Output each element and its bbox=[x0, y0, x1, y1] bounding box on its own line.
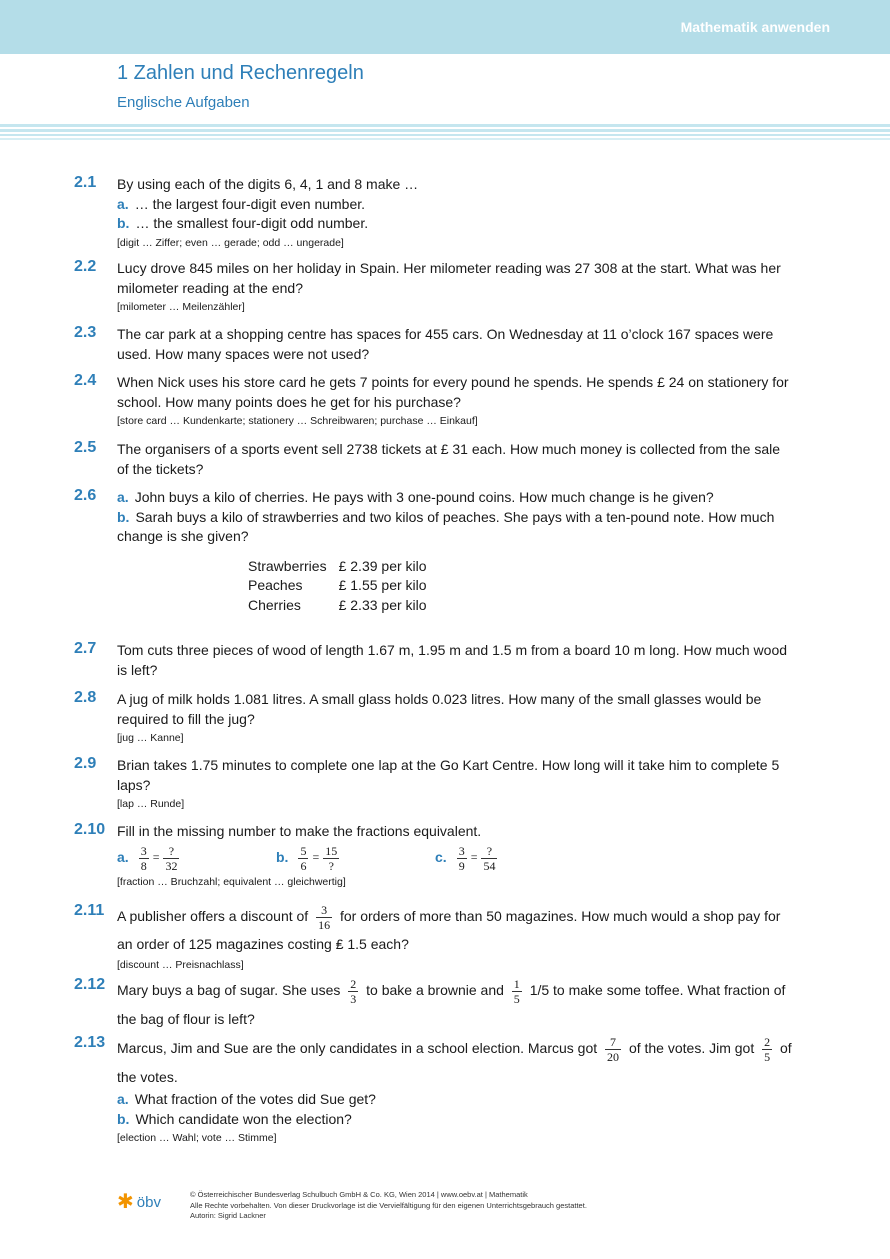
task-2-11 bbox=[74, 903, 794, 974]
subtask-text: … the largest four-digit even number. bbox=[134, 195, 366, 212]
price-item: Cherries bbox=[248, 596, 301, 613]
task-number: 2.7 bbox=[74, 640, 97, 657]
fraction-item bbox=[117, 844, 276, 873]
task-2-4 bbox=[74, 373, 794, 430]
subtask-letter: c. bbox=[435, 849, 447, 866]
subtask-text: … the smallest four-digit odd number. bbox=[135, 215, 369, 231]
subtask-text: What fraction of the votes did Sue get? bbox=[134, 1091, 376, 1107]
task-number: 2.10 bbox=[74, 821, 106, 838]
equals-sign: = bbox=[312, 850, 320, 865]
fraction: $\frac{5}{6}$ bbox=[300, 843, 307, 873]
publisher-logo bbox=[117, 1192, 161, 1212]
task-text: 1/5 to make some toffee. What fraction of the bag of flour is left? bbox=[117, 982, 786, 1027]
star-icon: ✱ bbox=[117, 1191, 134, 1213]
glossary: [election … Wahl; vote … Stimme] bbox=[117, 1132, 277, 1144]
task-2-8 bbox=[74, 690, 794, 747]
glossary: [jug … Kanne] bbox=[117, 732, 184, 744]
subtask-text: Which candidate won the election? bbox=[135, 1110, 352, 1127]
subtask-letter: a. bbox=[117, 489, 129, 505]
task-2-13 bbox=[74, 1035, 794, 1147]
task-number: 2.11 bbox=[74, 902, 105, 919]
task-text: Fill in the missing number to make the fractions equivalent. bbox=[117, 823, 482, 839]
price-value: £ 2.39 per kilo bbox=[338, 557, 427, 574]
subtask-letter: b. bbox=[117, 215, 130, 231]
task-2-5 bbox=[74, 440, 794, 479]
subtask-text: Sarah buys a kilo of strawberries and two kilos of peaches. She pays with a ten-pound note. How much change is she given? bbox=[117, 508, 775, 544]
subtask-letter: b. bbox=[117, 508, 130, 525]
fraction-row bbox=[117, 844, 794, 873]
rights-line: Alle Rechte vorbehalten. Von dieser Druckvorlage ist die Vervielfältigung für den eigenen Unterrichtsgebrauch gestattet. bbox=[190, 1200, 587, 1210]
task-number: 2.5 bbox=[74, 439, 97, 456]
price-row bbox=[248, 576, 439, 596]
equals-sign: = bbox=[470, 850, 478, 865]
glossary: [discount … Preisnachlass] bbox=[117, 959, 244, 971]
task-number: 2.12 bbox=[74, 976, 106, 993]
fraction: $\frac{2}{3}$ bbox=[350, 977, 357, 1006]
task-2-9 bbox=[74, 756, 794, 813]
equals-sign: = bbox=[152, 850, 160, 865]
task-number: 2.6 bbox=[74, 487, 97, 504]
fraction: $\frac{2}{5}$ bbox=[764, 1035, 771, 1064]
glossary: [milometer … Meilenzähler] bbox=[117, 301, 245, 313]
task-text: Mary buys a bag of sugar. She uses bbox=[117, 982, 341, 999]
task-2-2 bbox=[74, 259, 794, 316]
task-text: to bake a brownie and bbox=[366, 982, 504, 999]
copyright-line: © Österreichischer Bundesverlag Schulbuch GmbH & Co. KG, Wien 2014 | www.oebv.at | Mathematik bbox=[190, 1190, 528, 1199]
task-text: When Nick uses his store card he gets 7 points for every pound he spends. He spends £ 24 on stationery for school. How many points does he get for his purchase? bbox=[117, 374, 789, 410]
header-stripes bbox=[0, 124, 890, 142]
task-number: 2.9 bbox=[74, 755, 97, 772]
task-2-10 bbox=[74, 822, 794, 891]
glossary: [digit … Ziffer; even … gerade; odd … ungerade] bbox=[117, 236, 344, 249]
fraction-item bbox=[435, 844, 594, 873]
page-subtitle: Englische Aufgaben bbox=[117, 94, 250, 111]
subtask-letter: b. bbox=[117, 1110, 130, 1127]
task-2-1 bbox=[74, 175, 794, 252]
page-title: 1 Zahlen und Rechenregeln bbox=[117, 62, 364, 84]
task-2-7 bbox=[74, 641, 794, 680]
fraction: $\frac{15}{?}$ bbox=[325, 843, 338, 873]
price-item: Peaches bbox=[248, 577, 303, 593]
task-text: The organisers of a sports event sell 2738 tickets at £ 31 each. How much money is collected from the sale of the tickets? bbox=[117, 441, 780, 477]
price-item: Strawberries bbox=[248, 557, 327, 574]
subtask-text: John buys a kilo of cherries. He pays with 3 one-pound coins. How much change is he given? bbox=[134, 489, 714, 505]
task-2-3 bbox=[74, 325, 794, 364]
fraction-item bbox=[276, 844, 435, 873]
price-row bbox=[248, 557, 439, 577]
task-number: 2.1 bbox=[74, 174, 97, 191]
fraction: $\frac{3}{8}$ bbox=[140, 843, 147, 873]
section-label: Mathematik anwenden bbox=[680, 19, 830, 35]
task-2-6 bbox=[74, 488, 794, 615]
fraction: $\frac{?}{54}$ bbox=[483, 843, 496, 873]
fraction: $\frac{1}{5}$ bbox=[513, 977, 520, 1006]
price-value: £ 1.55 per kilo bbox=[338, 577, 427, 593]
task-text: of the votes. Jim got bbox=[628, 1040, 755, 1057]
price-value: £ 2.33 per kilo bbox=[338, 596, 427, 613]
author-line: Autorin: Sigrid Lackner bbox=[190, 1211, 266, 1220]
glossary: [fraction … Bruchzahl; equivalent … gleichwertig] bbox=[117, 875, 346, 888]
fraction: $\frac{3}{16}$ bbox=[318, 903, 331, 932]
task-text: Brian takes 1.75 minutes to complete one lap at the Go Kart Centre. How long will it take him to complete 5 laps? bbox=[117, 757, 780, 793]
task-number: 2.2 bbox=[74, 258, 97, 275]
subtask-letter: a. bbox=[117, 1091, 129, 1107]
fraction: $\frac{7}{20}$ bbox=[607, 1035, 620, 1064]
task-number: 2.13 bbox=[74, 1034, 106, 1051]
glossary: [lap … Runde] bbox=[117, 798, 185, 810]
price-table bbox=[248, 557, 439, 616]
task-number: 2.3 bbox=[74, 324, 97, 341]
task-text: of the votes. bbox=[117, 1040, 792, 1085]
task-text: By using each of the digits 6, 4, 1 and 8 make … bbox=[117, 176, 419, 192]
subtask-letter: a. bbox=[117, 195, 129, 212]
task-text: A jug of milk holds 1.081 litres. A small glass holds 0.023 litres. How many of the small glasses would be required to fill the jug? bbox=[117, 691, 762, 727]
fraction: $\frac{3}{9}$ bbox=[458, 843, 465, 873]
price-row bbox=[248, 596, 439, 616]
fraction: $\frac{?}{32}$ bbox=[165, 843, 178, 873]
copyright-notice bbox=[190, 1190, 587, 1222]
header-band bbox=[0, 0, 890, 54]
task-number: 2.4 bbox=[74, 372, 97, 389]
subtask-letter: b. bbox=[276, 849, 289, 866]
task-number: 2.8 bbox=[74, 689, 97, 706]
task-text: for orders of more than 50 magazines. How much would a shop pay for an order of 125 magazines costing ₤ 1.5 each? bbox=[117, 908, 781, 952]
task-text: Marcus, Jim and Sue are the only candidates in a school election. Marcus got bbox=[117, 1040, 598, 1057]
task-text: Tom cuts three pieces of wood of length 1.67 m, 1.95 m and 1.5 m from a board 10 m long. How much wood is left? bbox=[117, 642, 788, 678]
glossary: [store card … Kundenkarte; stationery … Schreibwaren; purchase … Einkauf] bbox=[117, 415, 478, 427]
task-2-12 bbox=[74, 977, 794, 1032]
logo-text: öbv bbox=[136, 1193, 161, 1211]
subtask-letter: a. bbox=[117, 849, 129, 866]
task-text: Lucy drove 845 miles on her holiday in Spain. Her milometer reading was 27 308 at the start. What was her milometer reading at the end? bbox=[117, 260, 781, 296]
task-text: The car park at a shopping centre has spaces for 455 cars. On Wednesday at 11 o’clock 167 spaces were used. How many spaces were not used? bbox=[117, 326, 774, 362]
task-text: A publisher offers a discount of bbox=[117, 908, 309, 925]
